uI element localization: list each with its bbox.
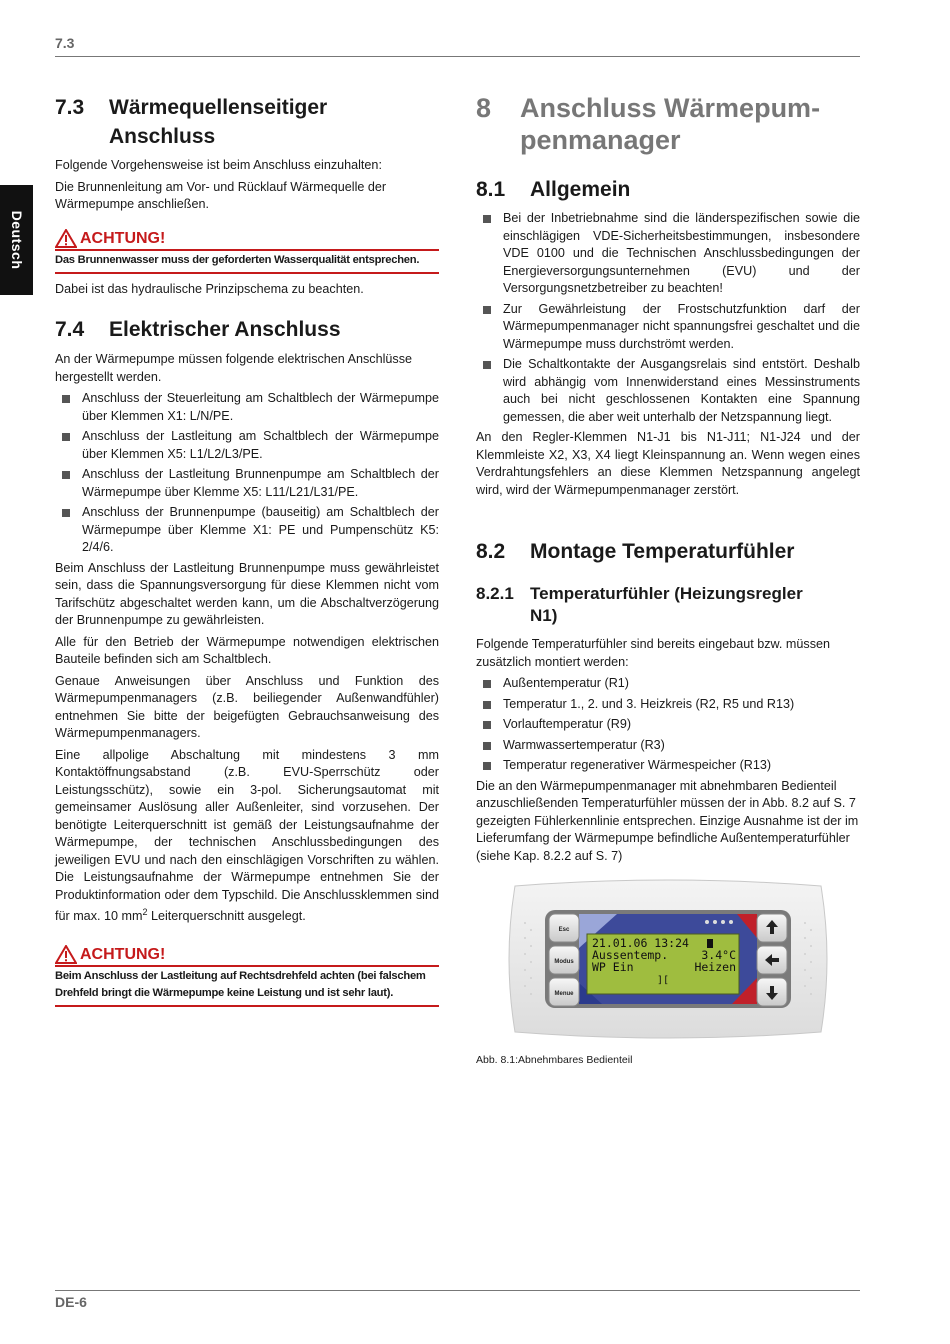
list-item-text: Anschluss der Lastleitung am Schaltblech der Wärmepumpe über Klemmen X5: L1/L2/L3/PE. <box>82 429 439 461</box>
heading-7-3 <box>55 93 439 151</box>
list-item-text: Vorlauftemperatur (R9) <box>503 717 632 731</box>
control-panel-illustration <box>507 878 829 1040</box>
list-item-text: Die Schaltkontakte der Ausgangsrelais sind entstört. Deshalb wird abhängig vom Innenwiderstand eines Messinstruments auch bei nicht geschlossenen Kontakten eine Spannung gemessen, die aber weit unterhalb der Netzspannung liegt. <box>503 357 860 424</box>
section-7-3-body <box>55 157 439 218</box>
warning-triangle-icon <box>55 229 77 248</box>
list-item <box>476 696 860 714</box>
list-item <box>476 757 860 775</box>
bullet-list <box>476 675 860 775</box>
bullet-list <box>476 210 860 426</box>
language-side-tab <box>0 185 33 295</box>
list-item <box>476 675 860 693</box>
warning-label: ACHTUNG! <box>80 945 166 963</box>
list-item-text: Warmwassertemperatur (R3) <box>503 737 665 752</box>
heading-title: Montage Temperaturfühler <box>530 540 795 563</box>
figure-caption: Abb. 8.1:Abnehmbares Bedienteil <box>476 1054 633 1066</box>
lcd-line-3-label: WP Ein <box>592 960 634 974</box>
control-panel-figure <box>507 878 829 1040</box>
warning-box-rotation <box>55 945 439 1007</box>
paragraph-text: Leiterquerschnitt ausgelegt. <box>147 909 306 924</box>
list-item <box>55 504 439 557</box>
bullet-square-icon <box>483 361 491 369</box>
lcd-line-2-label: Aussentemp. <box>592 948 669 962</box>
heading-title-line-1: Wärmequellenseitiger <box>109 96 328 119</box>
paragraph: Die an den Wärmepumpenmanager mit abnehmbaren Bedienteil anzuschließenden Temperaturfühler müssen der in Abb. 8.2 auf S. 7 gezeigten Fühlerkennlinie entsprechen. Einzige Ausnahme ist der im Lieferumfang der Wärmepumpe befindliche Außentemperaturfühler (siehe Kap. 8.2.2 auf S. 7) <box>476 778 859 863</box>
bullet-list <box>55 390 439 557</box>
list-item <box>476 301 860 354</box>
heading-title: Elektrischer Anschluss <box>109 318 341 341</box>
page-number: DE-6 <box>55 1294 87 1310</box>
warning-text: Das Brunnenwasser muss der geforderten Wasserqualität entsprechen. <box>55 254 420 266</box>
list-item-text: Temperatur 1., 2. und 3. Heizkreis (R2, R5 und R13) <box>503 696 795 711</box>
bullet-square-icon <box>62 509 70 517</box>
list-item-text: Außentemperatur (R1) <box>503 676 629 690</box>
superscript: 2 <box>142 907 148 917</box>
list-item-text: Anschluss der Steuerleitung am Schaltblech der Wärmepumpe über Klemmen X1: L/N/PE. <box>82 391 439 423</box>
list-item-text: Temperatur regenerativer Wärmespeicher (R13) <box>503 758 772 772</box>
heading-8-2 <box>476 537 860 566</box>
heading-title-line-2: N1) <box>530 606 558 625</box>
list-item <box>476 356 860 426</box>
heading-title-line-2: Anschluss <box>109 125 216 148</box>
paragraph: Folgende Temperaturfühler sind bereits eingebaut bzw. müssen zusätzlich montiert werden: <box>476 637 831 669</box>
bullet-square-icon <box>62 395 70 403</box>
heading-7-4 <box>55 315 439 344</box>
list-item <box>476 737 860 755</box>
heading-number: 8 <box>476 93 492 123</box>
bullet-square-icon <box>62 471 70 479</box>
warning-box-water <box>55 229 439 274</box>
heading-title <box>520 92 820 156</box>
bullet-square-icon <box>483 742 491 750</box>
section-7-3-note <box>55 281 439 303</box>
list-item-text: Anschluss der Brunnenpumpe (bauseitig) am Schaltblech der Wärmepumpe über Klemme X1: PE und Pumpenschütz K5: 2/4/6. <box>82 505 439 554</box>
heading-8-1 <box>476 175 860 204</box>
header-rule <box>55 56 860 57</box>
paragraph: An der Wärmepumpe müssen folgende elektrischen Anschlüsse hergestellt werden. <box>55 352 413 384</box>
bullet-square-icon <box>483 762 491 770</box>
paragraph-text: Eine allpolige Abschaltung mit mindestens 3 mm Kontaktöffnungsabstand (z.B. EVU-Sperrschütz oder Leistungsschütz), sowie ein 3-pol. Sicherungsautomat mit gemeinsamer Auslösung aller Außenleiter, sind vorzusehen. Der benötigte Leiterquerschnitt ist gemäß der Leistungsaufnahme der Wärmepumpe, der technischen Anschlussbedingungen des jeweiligen EVU und nach den einschlägigen Vorschriften zu wählen. Die Leistungsaufnahme der Wärmepumpe entnehmen Sie der Produktinformation oder dem Typschild. Die Anschlussklemmen sind für max. 10 mm <box>55 747 439 924</box>
menue-button-label: Menue <box>554 991 574 997</box>
modus-button-label: Modus <box>554 959 574 965</box>
warning-heading <box>55 945 439 964</box>
heading-number: 8.2.1 <box>476 584 514 603</box>
bullet-square-icon <box>483 701 491 709</box>
warning-heading <box>55 229 439 248</box>
heading-8 <box>476 92 860 156</box>
heading-title-line-1: Temperaturfühler (Heizungsregler <box>530 584 803 603</box>
list-item-text: Zur Gewährleistung der Frostschutzfunktion darf der Wärmepumpenmanager nicht spannungsfrei geschaltet und die Wärmepumpe muss durchströmt werden. <box>503 301 860 351</box>
bullet-square-icon <box>483 680 491 688</box>
bullet-square-icon <box>483 721 491 729</box>
heading-title: Allgemein <box>530 178 631 201</box>
running-header-section: 7.3 <box>55 35 75 51</box>
heading-8-2-1 <box>476 583 860 627</box>
bullet-square-icon <box>62 433 70 441</box>
heading-number: 7.3 <box>55 96 85 119</box>
footer-rule <box>55 1290 860 1291</box>
warning-label: ACHTUNG! <box>80 229 166 247</box>
warning-triangle-icon <box>55 945 77 964</box>
paragraph: An den Regler-Klemmen N1-J1 bis N1-J11; N1-J24 und der Klemmleiste X2, X3, X4 liegt Kleinspannung an. Wenn wegen eines Verdrahtungsfehlers an diese Klemmen Netzspannung angelegt wird, wird der Wärmepumpenmanager zerstört. <box>476 430 860 497</box>
lcd-line-3-value: Heizen <box>694 960 736 974</box>
lcd-cursor-block <box>707 939 713 948</box>
lcd-line-4: ][ <box>657 975 670 986</box>
heading-title-line-2: penmanager <box>520 125 681 155</box>
paragraph: Alle für den Betrieb der Wärmepumpe notwendigen elektrischen Bauteile befinden sich am Schaltblech. <box>55 634 439 666</box>
list-item <box>55 466 439 501</box>
list-item <box>476 210 860 298</box>
paragraph: Die Brunnenleitung am Vor- und Rücklauf Wärmequelle der Wärmepumpe anschließen. <box>55 179 387 211</box>
lcd-line-1: 21.01.06 13:24 <box>592 936 689 950</box>
warning-text: Beim Anschluss der Lastleitung auf Rechtsdrehfeld achten (bei falschem Drehfeld bringt die Wärmepumpe keine Leistung und ist sehr laut). <box>55 970 426 999</box>
list-item-text: Anschluss der Lastleitung Brunnenpumpe am Schaltblech der Wärmepumpe über Klemme X5: L11/L21/L31/PE. <box>82 467 439 499</box>
paragraph: Beim Anschluss der Lastleitung Brunnenpumpe muss gewährleistet sein, dass die Spannungsversorgung für diese Klemmen nicht vom Tarifschütz abgeschaltet werden kann, um die Abschaltverzögerung der Brunnenpumpe zu gewährleisten. <box>55 560 439 627</box>
paragraph: Folgende Vorgehensweise ist beim Anschluss einzuhalten: <box>55 158 382 172</box>
heading-number: 8.2 <box>476 540 506 563</box>
heading-number: 7.4 <box>55 318 85 341</box>
warning-rule-bottom <box>55 1005 439 1007</box>
section-7-4-body <box>55 351 439 930</box>
bullet-square-icon <box>483 215 491 223</box>
paragraph <box>55 747 439 926</box>
paragraph: Genaue Anweisungen über Anschluss und Funktion des Wärmepumpenmanagers (z.B. beiliegender Außenwandfühler) entnehmen Sie bitte der beigefügten Gebrauchsanweisung des Wärmepumpenmanagers. <box>55 673 439 740</box>
list-item <box>55 390 439 425</box>
list-item <box>55 428 439 463</box>
language-label: Deutsch <box>8 210 25 270</box>
heading-title <box>530 583 803 627</box>
section-8-2-1-body <box>476 636 860 869</box>
esc-button-label: Esc <box>558 927 570 933</box>
section-8-1-body <box>476 210 860 503</box>
heading-title-line-1: Anschluss Wärmepum- <box>520 93 821 123</box>
heading-number: 8.1 <box>476 178 506 201</box>
bullet-square-icon <box>483 306 491 314</box>
heading-title <box>109 93 327 151</box>
list-item <box>476 716 860 734</box>
lcd-line-2-value: 3.4°C <box>701 948 736 962</box>
warning-rule-bottom <box>55 272 439 274</box>
paragraph: Dabei ist das hydraulische Prinzipschema zu beachten. <box>55 282 364 296</box>
list-item-text: Bei der Inbetriebnahme sind die länderspezifischen sowie die einschlägigen VDE-Sicherheitsbestimmungen, insbesondere VDE 0100 und die Technischen Anschlussbedingungen der Energieversorgungsunternehmen (EVU) und der Versorgungsnetzbetreiber zu beachten! <box>503 211 860 295</box>
